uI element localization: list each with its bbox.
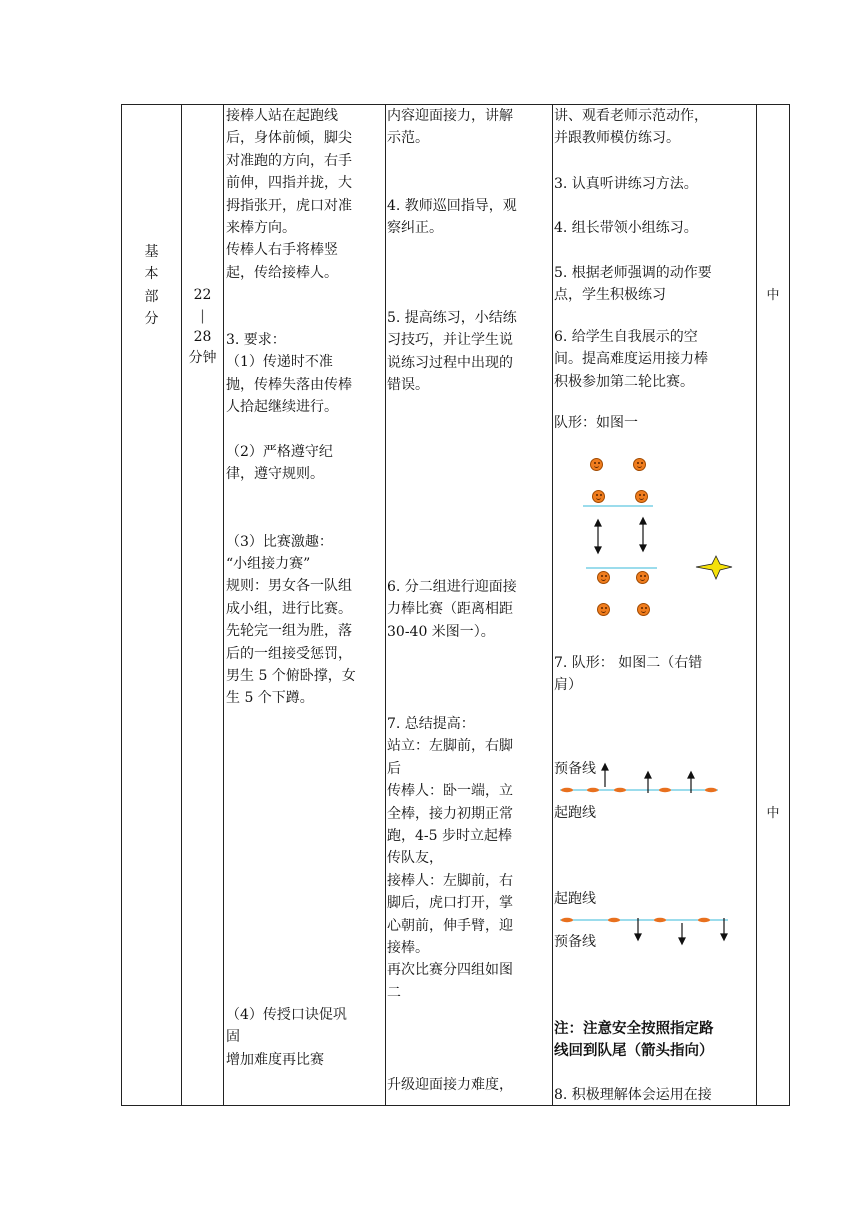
- section-char: 部: [144, 288, 159, 305]
- student-block-2: [554, 173, 755, 195]
- text-line: [226, 419, 384, 441]
- text-line: 点，学生积极练习: [554, 287, 666, 304]
- start-line-label-top: 起跑线: [554, 805, 596, 821]
- student-smiley-icon: [636, 571, 649, 584]
- text-line: 8. 积极理解体会运用在接: [554, 1087, 712, 1103]
- relay-lines-diagram: [556, 755, 756, 960]
- text-line: 站立：左脚前，右脚: [387, 738, 513, 755]
- text-line: 后的一组接受惩罚，: [226, 645, 352, 662]
- text-line: 内容迎面接力，讲解: [387, 108, 513, 124]
- text-line: 5. 根据老师强调的动作要: [554, 265, 712, 281]
- teacher-block-1: [387, 105, 551, 150]
- text-line: [226, 284, 384, 306]
- text-line: 起，传给接棒人。: [226, 264, 338, 281]
- text-line: 全棒，接力初期正常: [387, 805, 513, 822]
- text-line: 示范。: [387, 130, 429, 147]
- text-line: 并跟教师模仿练习。: [554, 130, 680, 147]
- text-line: 律，遵守规则。: [226, 466, 324, 483]
- intensity-1: 中: [766, 288, 780, 303]
- text-line: 后，身体前倾，脚尖: [226, 130, 352, 147]
- text-line: 3. 要求：: [226, 332, 286, 349]
- text-line: （4）传授口诀促巩: [226, 1007, 347, 1023]
- text-line: （3）比赛激趣：: [226, 533, 333, 550]
- text-line: [226, 508, 384, 530]
- relay-field-lines: [556, 450, 756, 625]
- text-line: 接棒人：左脚前，右: [387, 872, 513, 889]
- table-divider-5: [756, 104, 757, 1106]
- student-block-5: [554, 326, 755, 393]
- text-line: 再次比赛分四组如图: [387, 962, 513, 979]
- text-line: 脚后，虎口打开，掌: [387, 895, 513, 912]
- text-line: 接棒人站在起跑线: [226, 108, 338, 124]
- prepare-line-label-bottom: 预备线: [554, 934, 596, 950]
- down-arrow-icon: [635, 918, 727, 944]
- student-block-6: [554, 412, 755, 434]
- table-divider-3: [385, 104, 386, 1106]
- start-line-label-bottom: 起跑线: [554, 891, 596, 907]
- text-line: 后: [387, 760, 401, 777]
- text-line: （1）传递时不准: [226, 354, 333, 371]
- text-line: 来棒方向。: [226, 220, 296, 237]
- time-start: 22: [193, 287, 212, 303]
- section-char: 基: [144, 244, 159, 260]
- section-name-cell: [122, 241, 181, 331]
- prepare-line-label-top: 预备线: [554, 761, 596, 777]
- text-line: 队形：如图一: [554, 415, 638, 431]
- text-line: 察纠正。: [387, 220, 443, 237]
- text-line: 肩）: [554, 677, 582, 694]
- text-line: 抛，传棒失落由传棒: [226, 376, 352, 393]
- student-block-4: [554, 262, 755, 307]
- text-line: 拇指张开，虎口对准: [226, 197, 352, 214]
- text-line: 成小组，进行比赛。: [226, 600, 352, 617]
- text-line: [226, 486, 384, 508]
- teacher-block-4: [387, 576, 551, 643]
- safety-note-line: 注：注意安全按照指定路: [554, 1020, 714, 1037]
- teacher-block-2: [387, 195, 551, 240]
- table-border-right: [789, 104, 790, 1106]
- text-line: 前伸，四指并拢，大: [226, 175, 352, 192]
- text-line: 心朝前，伸手臂，迎: [387, 917, 513, 934]
- text-line: 人拾起继续进行。: [226, 399, 338, 416]
- text-line: 固: [226, 1029, 240, 1046]
- table-divider-1: [181, 104, 182, 1106]
- table-divider-2: [223, 104, 224, 1106]
- text-line: 5. 提高练习，小结练: [387, 310, 517, 326]
- text-line: 男生 5 个俯卧撑，女: [226, 668, 356, 685]
- text-line: 6. 给学生自我展示的空: [554, 329, 698, 345]
- text-line: 先轮完一组为胜，落: [226, 623, 352, 640]
- teacher-block-6: [387, 1074, 551, 1096]
- student-block-note: [554, 1018, 755, 1063]
- double-arrow-icon: [595, 520, 601, 553]
- student-block-1: [554, 105, 755, 150]
- text-line: 积极参加第二轮比赛。: [554, 373, 694, 390]
- text-line: （2）严格遵守纪: [226, 444, 333, 461]
- text-line: 30-40 米图一）。: [387, 623, 495, 640]
- text-line: 跑，4-5 步时立起棒: [387, 828, 512, 845]
- time-end: 28: [193, 329, 212, 345]
- formation-diagram-2: [556, 755, 756, 960]
- text-line: “小组接力赛”: [226, 556, 311, 573]
- text-line: 升级迎面接力难度，: [387, 1077, 513, 1093]
- text-line: 4. 教师巡回指导，观: [387, 198, 517, 214]
- student-block-3: [554, 217, 755, 239]
- text-line: 7. 总结提高：: [387, 716, 475, 732]
- text-line: 传棒人：卧一端，立: [387, 783, 513, 800]
- text-line: 4. 组长带领小组练习。: [554, 220, 698, 236]
- student-smiley-icon: [597, 571, 610, 584]
- text-line: 增加难度再比赛: [226, 1051, 324, 1068]
- content-cell: [226, 105, 384, 710]
- student-smiley-icon: [597, 603, 610, 616]
- student-block-8: [554, 1084, 755, 1106]
- text-line: 间。提高难度运用接力棒: [554, 351, 708, 368]
- teacher-block-3: [387, 307, 551, 397]
- section-char: 本: [144, 266, 159, 283]
- time-dash: |: [200, 308, 205, 324]
- table-divider-4: [552, 104, 553, 1106]
- text-line: 接棒。: [387, 940, 429, 957]
- text-line: 错误。: [387, 377, 429, 394]
- text-line: 二: [387, 984, 401, 1001]
- text-line: 习技巧，并让学生说: [387, 332, 513, 349]
- teacher-block-5: [387, 713, 551, 1004]
- intensity-2: 中: [766, 806, 780, 821]
- text-line: 7. 队形： 如图二（右错: [554, 655, 703, 671]
- section-char: 分: [144, 311, 159, 328]
- text-line: 对准跑的方向，右手: [226, 152, 352, 169]
- double-arrow-icon: [640, 518, 646, 551]
- content-cell-bottom: [226, 1004, 384, 1071]
- text-line: 规则：男女各一队组: [226, 578, 352, 595]
- text-line: 6. 分二组进行迎面接: [387, 579, 517, 595]
- star-icon: [696, 556, 732, 579]
- time-cell: [182, 285, 223, 369]
- text-line: 传棒人右手将棒竖: [226, 242, 338, 259]
- text-line: 生 5 个下蹲。: [226, 690, 314, 707]
- text-line: 力棒比赛（距离相距: [387, 601, 513, 618]
- student-smiley-icon: [637, 603, 650, 616]
- text-line: 传队友，: [387, 850, 443, 867]
- text-line: 3. 认真听讲练习方法。: [554, 176, 698, 192]
- time-unit: 分钟: [188, 350, 217, 366]
- text-line: 讲、观看老师示范动作，: [554, 108, 708, 124]
- text-line: [226, 307, 384, 329]
- safety-note-line: 线回到队尾（箭头指向）: [554, 1042, 714, 1060]
- text-line: 说练习过程中出现的: [387, 354, 513, 371]
- formation-diagram-1: [556, 450, 756, 625]
- student-block-7: [554, 652, 755, 697]
